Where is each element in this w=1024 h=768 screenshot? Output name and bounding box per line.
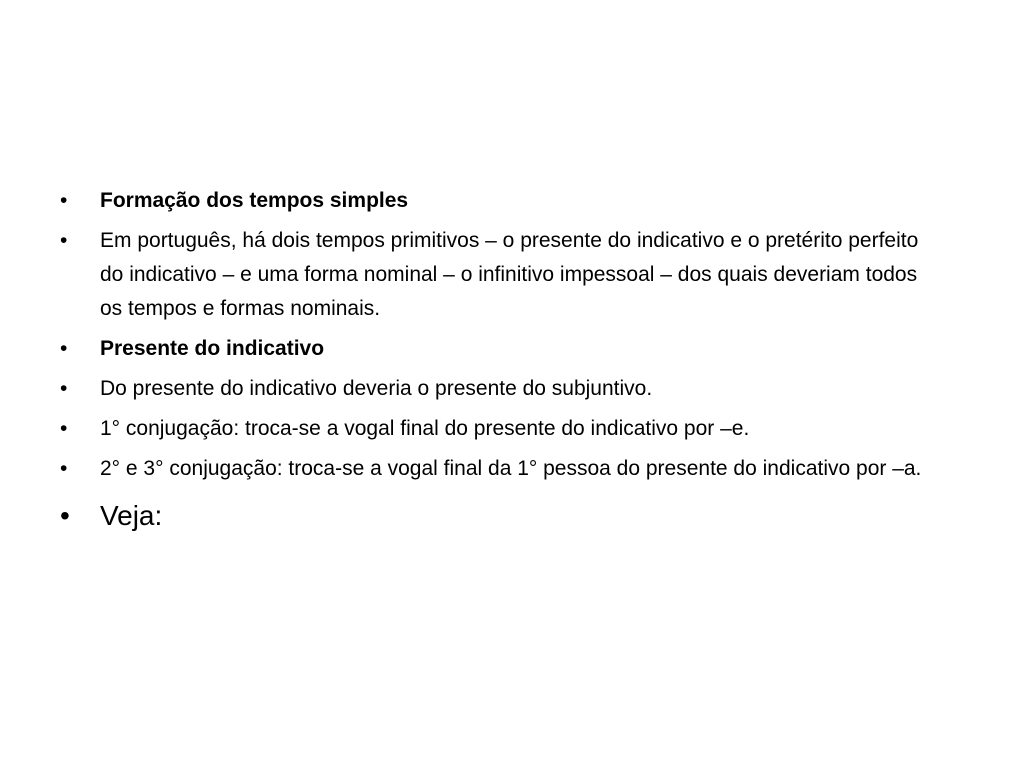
bullet-icon: • [60,377,68,400]
list-item-heading-presente [60,332,940,366]
list-item-text: Do presente do indicativo deveria o presente do subjuntivo. [100,377,653,400]
list-item-text: Formação dos tempos simples [100,189,409,212]
bullet-icon: • [60,417,68,440]
list-item-text: Em português, há dois tempos primitivos – o presente do indicativo e o pretérito perfeito do indicativo – e uma forma nominal – o infinitivo impessoal – dos quais deveriam todos os tempos e formas nominais. [100,229,919,320]
list-item-veja [60,496,940,536]
bullet-icon: • [60,457,68,480]
list-item-heading-formacao [60,184,940,218]
list-item-first-conjugation [60,412,940,446]
list-item-text: 1° conjugação: troca-se a vogal final do presente do indicativo por –e. [100,417,750,440]
bullet-icon: • [60,189,68,212]
bullet-icon: • [60,337,68,360]
list-item-second-third-conjugation [60,452,940,486]
list-item-text: Presente do indicativo [100,337,325,360]
list-item-text: Veja: [100,500,163,531]
bullet-icon: • [60,500,70,531]
bullet-icon: • [60,229,68,252]
list-item-primitive-tenses [60,224,940,326]
list-item-text: 2° e 3° conjugação: troca-se a vogal final da 1° pessoa do presente do indicativo por –a. [100,457,922,480]
list-item-subjuntivo [60,372,940,406]
bullet-list [60,184,940,542]
